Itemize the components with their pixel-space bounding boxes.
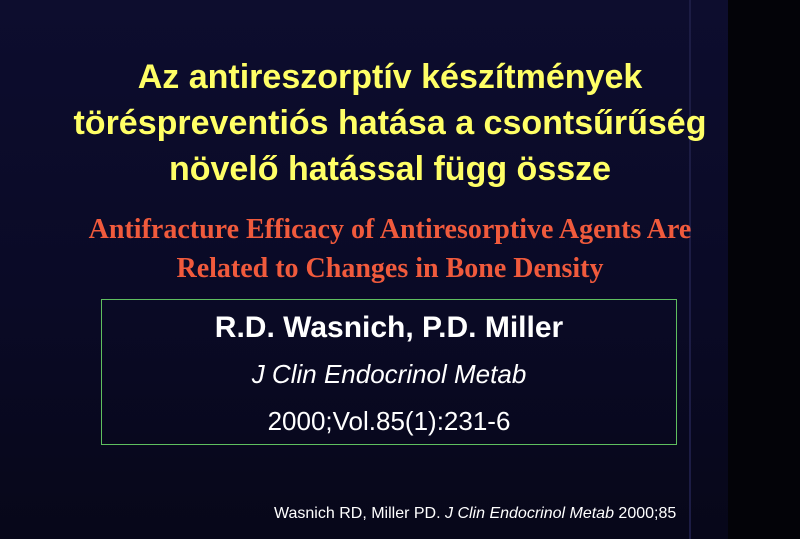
english-title-line-2: Related to Changes in Bone Density — [176, 253, 604, 284]
english-title — [0, 210, 728, 288]
citation-volume: 2000;Vol.85(1):231-6 — [267, 406, 511, 436]
hungarian-title-line-2: töréspreventiós hatása a csontsűrűség — [73, 104, 707, 142]
hungarian-title-line-1: Az antireszorptív készítmények — [137, 58, 643, 96]
english-title-line-1: Antifracture Efficacy of Antiresorptive Agents Are — [88, 214, 692, 245]
citation-box — [101, 299, 677, 445]
footer-year-volume: 2000;85 — [618, 505, 677, 522]
footer-reference — [274, 503, 676, 525]
hungarian-title-line-3: növelő hatással függ össze — [168, 150, 612, 188]
citation-journal: J Clin Endocrinol Metab — [251, 359, 527, 389]
dark-margin — [728, 0, 800, 539]
footer-journal: J Clin Endocrinol Metab — [445, 505, 614, 522]
hungarian-title — [0, 54, 728, 192]
citation-authors: R.D. Wasnich, P.D. Miller — [214, 311, 564, 344]
footer-authors: Wasnich RD, Miller PD. — [274, 505, 441, 522]
